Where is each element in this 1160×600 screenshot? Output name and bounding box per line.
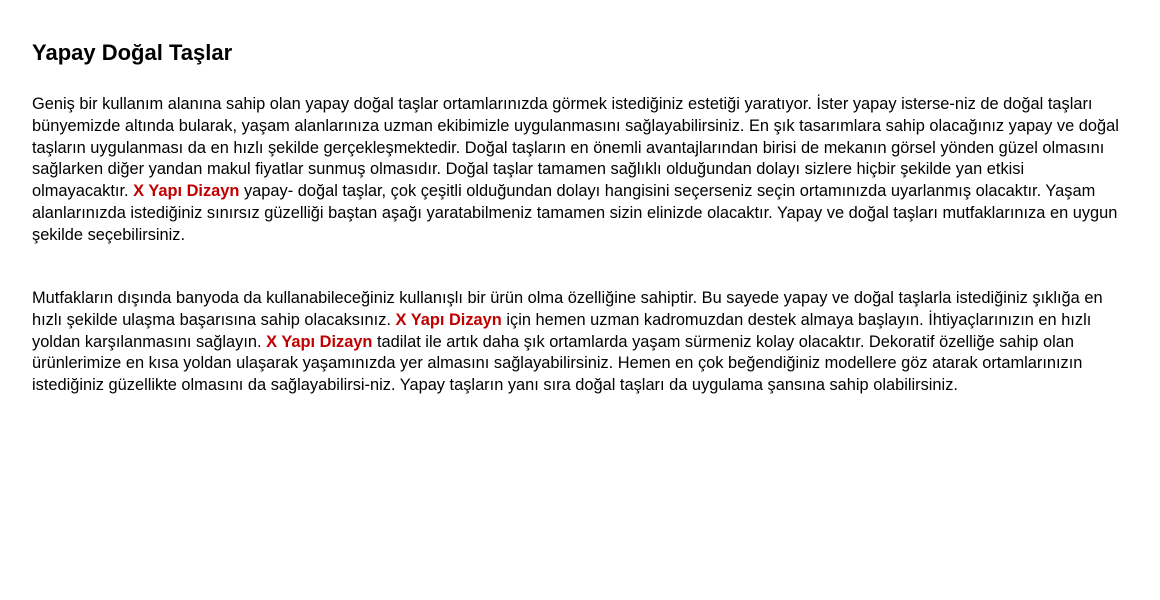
paragraph-text: Geniş bir kullanım alanına sahip olan yapay doğal taşlar ortamlarınızda görmek istediğiniz estetiği yaratıyor. İster yapay isterse-niz de doğal taşları bünyemizde altında bularak, yaşam alanlarınıza uzman ekibimizle uygulanmasını sağlayabilirsiniz. En şık tasarımlara sahip olacağınız yapay ve doğal taşların uygulanması da en hızlı şekilde gerçekleşmektedir. Doğal taşların en önemli avantajlarından birisi de mekanın görsel yönden güzel olmasını sağlarken diğer yandan makul fiyatlar sunmuş olmasıdır. Doğal taşlar tamamen sağlıklı olduğundan dolayı sizlere hiçbir şekilde yan etkisi olmayacaktır. (32, 95, 1119, 201)
paragraph-text: tadilat ile artık daha şık ortamlarda yaşam sürmeniz kolay olacaktır. Dekoratif özelliğe sahip olan ürünlerimize en kısa yoldan ulaşarak yaşamınızda yer almasını sağlayabilirsiniz. Hemen en çok beğendiğiniz modellere göz atarak ortamlarınızın istediğiniz güzellikte olmasını da sağlayabilirsi-niz. Yapay taşların yanı sıra doğal taşları da uygulama şansına sahip olabilirsiniz. (32, 332, 1083, 395)
page-title: Yapay Doğal Taşlar (32, 40, 233, 65)
brand-name: X Yapı Dizayn (266, 332, 373, 351)
paragraph-2 (32, 288, 1124, 397)
paragraph-text: yapay- doğal taşlar, çok çeşitli olduğundan dolayı hangisini seçerseniz seçin ortamınızda uyarlanmış olacaktır. Yaşam alanlarınızda istediğiniz sınırsız güzelliği baştan aşağı yaratabilmeniz tamamen sizin elinizde olacaktır. Yapay ve doğal taşları mutfaklarınıza en uygun şekilde seçebilirsiniz. (32, 182, 1118, 244)
paragraph-1 (32, 94, 1124, 247)
paragraph-text: için hemen uzman kadromuzdan destek almaya başlayın. İhtiyaçlarınızın en hızlı yoldan karşılanmasını sağlayın. (32, 310, 1092, 351)
brand-name: X Yapı Dizayn (395, 310, 502, 329)
brand-name: X Yapı Dizayn (133, 182, 240, 201)
paragraph-text: Mutfakların dışında banyoda da kullanabileceğiniz kullanışlı bir ürün olma özelliğine sahiptir. Bu sayede yapay ve doğal taşlarla istediğiniz şıklığa en hızlı şekilde ulaşma başarısına sahip olacaksınız. (32, 289, 1103, 329)
